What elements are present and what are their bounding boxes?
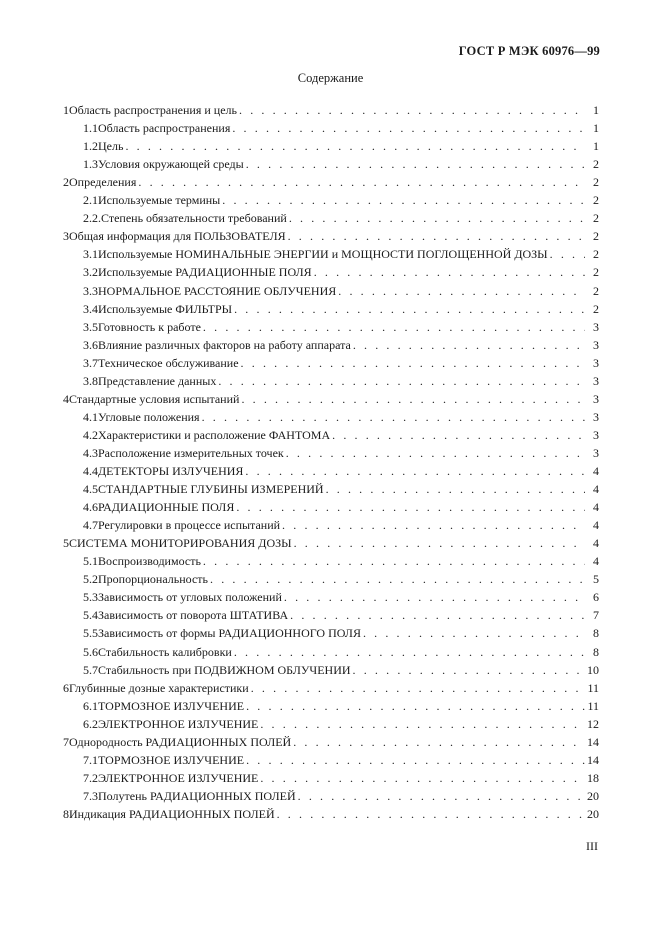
toc-entry-label: СТАНДАРТНЫЕ ГЛУБИНЫ ИЗМЕРЕНИЙ: [98, 482, 324, 497]
toc-entry-number: 4.2: [83, 427, 98, 442]
toc-subsection-entry[interactable]: [83, 263, 599, 281]
toc-entry-label: Используемые РАДИАЦИОННЫЕ ПОЛЯ: [98, 265, 312, 280]
toc-subsection-entry[interactable]: [83, 570, 599, 588]
toc-entry-label: Используемые ФИЛЬТРЫ: [98, 301, 233, 316]
toc-entry-number: 3.5: [83, 319, 98, 334]
dot-leader: [234, 643, 585, 661]
dot-leader: [326, 480, 585, 498]
toc-subsection-entry[interactable]: [83, 300, 599, 318]
toc-entry-number: 1.1: [83, 121, 98, 136]
dot-leader: [236, 498, 585, 516]
toc-entry-label: Расположение измерительных точек: [98, 445, 284, 460]
toc-section-entry[interactable]: [63, 227, 599, 245]
toc-entry-label: Зависимость от формы РАДИАЦИОННОГО ПОЛЯ: [98, 626, 361, 641]
toc-entry-page: 2: [593, 283, 599, 298]
toc-entry-number: 5: [63, 536, 69, 551]
toc-subsection-entry[interactable]: [83, 751, 599, 769]
toc-subsection-entry[interactable]: [83, 643, 599, 661]
document-code-header: ГОСТ Р МЭК 60976—99: [458, 44, 600, 58]
dot-leader: [314, 263, 585, 281]
toc-entry-label: Общая информация для ПОЛЬЗОВАТЕЛЯ: [69, 229, 286, 244]
toc-entry-number: 4.6: [83, 500, 98, 515]
toc-entry-number: 6.2: [83, 716, 98, 731]
toc-entry-page: 3: [593, 319, 599, 334]
page-number: III: [586, 839, 598, 853]
toc-entry-number: 1: [63, 103, 69, 117]
toc-entry-number: 3.2: [83, 265, 98, 280]
dot-leader: [284, 588, 585, 606]
toc-subsection-entry[interactable]: [83, 318, 599, 336]
toc-entry-label: ЭЛЕКТРОННОЕ ИЗЛУЧЕНИЕ: [98, 770, 259, 785]
toc-subsection-entry[interactable]: [83, 462, 599, 480]
toc-entry-page: 20: [587, 806, 599, 821]
toc-subsection-entry[interactable]: [83, 408, 599, 426]
dot-leader: [550, 245, 585, 263]
toc-section-entry[interactable]: [63, 733, 599, 751]
toc-subsection-entry[interactable]: [83, 588, 599, 606]
toc-entry-number: 5.7: [83, 662, 98, 677]
dot-leader: [277, 805, 585, 823]
toc-section-entry[interactable]: [63, 173, 599, 191]
dot-leader: [290, 606, 585, 624]
toc-entry-number: 3.3: [83, 283, 98, 298]
toc-subsection-entry[interactable]: [83, 606, 599, 624]
dot-leader: [210, 570, 585, 588]
toc-subsection-entry[interactable]: [83, 480, 599, 498]
toc-entry-number: 4: [63, 391, 69, 406]
toc-entry-number: 3.4: [83, 301, 98, 316]
dot-leader: [294, 534, 585, 552]
toc-entry-label: РАДИАЦИОННЫЕ ПОЛЯ: [98, 500, 235, 515]
toc-entry-number: 1.2: [83, 139, 98, 154]
toc-entry-number: 3: [63, 229, 69, 244]
toc-entry-label: Угловые положения: [98, 409, 200, 424]
toc-subsection-entry[interactable]: [83, 209, 599, 227]
dot-leader: [239, 101, 585, 119]
dot-leader: [332, 426, 585, 444]
toc-entry-page: 2: [593, 247, 599, 262]
dot-leader: [260, 715, 585, 733]
toc-entry-label: Глубинные дозные характеристики: [69, 680, 249, 695]
dot-leader: [246, 751, 585, 769]
toc-entry-page: 3: [593, 427, 599, 442]
toc-entry-page: 6: [593, 590, 599, 605]
toc-entry-page: 4: [593, 536, 599, 551]
toc-entry-label: ТОРМОЗНОЕ ИЗЛУЧЕНИЕ: [98, 698, 245, 713]
toc-entry-page: 18: [587, 770, 599, 785]
toc-entry-page: 11: [587, 698, 599, 713]
toc-section-entry[interactable]: [63, 805, 599, 823]
toc-entry-label: Регулировки в процессе испытаний: [98, 518, 281, 533]
toc-entry-label: Пропорциональность: [98, 572, 209, 587]
toc-entry-page: 4: [593, 500, 599, 515]
toc-entry-number: 5.5: [83, 626, 98, 641]
toc-entry-label: Зависимость от угловых положений: [98, 590, 282, 605]
toc-entry-number: 8: [63, 806, 69, 821]
toc-subsection-entry[interactable]: [83, 372, 599, 390]
toc-entry-number: 7.2: [83, 770, 98, 785]
toc-entry-page: 5: [593, 572, 599, 587]
toc-entry-number: 3.1: [83, 247, 98, 262]
toc-entry-page: 3: [593, 391, 599, 406]
toc-entry-page: 4: [593, 482, 599, 497]
toc-entry-number: 4.5: [83, 482, 98, 497]
dot-leader: [203, 318, 585, 336]
toc-entry-page: 1: [593, 139, 599, 154]
toc-section-entry[interactable]: [63, 679, 599, 697]
toc-title: Содержание: [297, 71, 364, 85]
toc-entry-page: 2: [593, 265, 599, 280]
toc-subsection-entry[interactable]: [83, 137, 599, 155]
toc-entry-number: 4.7: [83, 518, 98, 533]
toc-subsection-entry[interactable]: [83, 787, 599, 805]
dot-leader: [138, 173, 585, 191]
toc-subsection-entry[interactable]: [83, 769, 599, 787]
toc-entry-page: 4: [593, 554, 599, 569]
toc-entry-label: Однородность РАДИАЦИОННЫХ ПОЛЕЙ: [69, 734, 292, 749]
toc-entry-label: Область распространения: [98, 121, 231, 136]
toc-entry-page: 20: [587, 788, 599, 803]
toc-subsection-entry[interactable]: [83, 354, 599, 372]
toc-entry-number: 5.1: [83, 554, 98, 569]
toc-entry-label: Определения: [69, 175, 137, 190]
toc-entry-label: Индикация РАДИАЦИОННЫХ ПОЛЕЙ: [69, 806, 275, 821]
toc-subsection-entry[interactable]: [83, 624, 599, 642]
dot-leader: [288, 227, 585, 245]
dot-leader: [246, 155, 585, 173]
dot-leader: [245, 462, 585, 480]
toc-entry-number: 2.1: [83, 193, 98, 208]
toc-entry-number: 6: [63, 680, 69, 695]
dot-leader: [353, 661, 585, 679]
toc-subsection-entry[interactable]: [83, 516, 599, 534]
toc-entry-page: 2: [593, 193, 599, 208]
toc-subsection-entry[interactable]: [83, 245, 599, 263]
toc-entry-page: 3: [593, 409, 599, 424]
dot-leader: [289, 209, 585, 227]
toc-entry-page: 3: [593, 337, 599, 352]
toc-subsection-entry[interactable]: [83, 552, 599, 570]
toc-subsection-entry[interactable]: [83, 155, 599, 173]
toc-entry-number: 6.1: [83, 698, 98, 713]
dot-leader: [241, 354, 585, 372]
toc-entry-page: 3: [593, 373, 599, 388]
toc-subsection-entry[interactable]: [83, 498, 599, 516]
toc-entry-label: Представление данных: [98, 373, 217, 388]
dot-leader: [203, 552, 585, 570]
toc-entry-page: 2: [593, 157, 599, 172]
toc-section-entry[interactable]: [63, 534, 599, 552]
toc-subsection-entry[interactable]: [83, 444, 599, 462]
dot-leader: [282, 516, 585, 534]
toc-entry-number: 5.4: [83, 608, 98, 623]
toc-entry-number: 5.2: [83, 572, 98, 587]
dot-leader: [293, 733, 585, 751]
toc-entry-number: 7.3: [83, 788, 98, 803]
toc-entry-label: НОРМАЛЬНОЕ РАССТОЯНИЕ ОБЛУЧЕНИЯ: [98, 283, 337, 298]
toc-entry-number: 2: [63, 175, 69, 190]
toc-entry-page: 11: [587, 680, 599, 695]
toc-entry-label: Используемые НОМИНАЛЬНЫЕ ЭНЕРГИИ и МОЩНОСТИ ПОГЛОЩЕННОЙ ДОЗЫ: [98, 247, 548, 262]
toc-entry-label: Техническое обслуживание: [98, 355, 239, 370]
toc-entry-number: 2.2.: [83, 211, 101, 226]
toc-entry-number: 4.3: [83, 445, 98, 460]
toc-entry-page: 2: [593, 229, 599, 244]
toc-section-entry[interactable]: [63, 101, 599, 119]
toc-subsection-entry[interactable]: [83, 119, 599, 137]
dot-leader: [202, 408, 585, 426]
toc-entry-label: Условия окружающей среды: [98, 157, 244, 172]
toc-entry-label: СИСТЕМА МОНИТОРИРОВАНИЯ ДОЗЫ: [69, 536, 292, 551]
toc-subsection-entry[interactable]: [83, 697, 599, 715]
toc-entry-page: 14: [587, 752, 599, 767]
toc-entry-page: 1: [593, 121, 599, 136]
toc-subsection-entry[interactable]: [83, 426, 599, 444]
toc-entry-number: 5.6: [83, 644, 98, 659]
toc-entry-number: 3.7: [83, 355, 98, 370]
toc-entry-page: 2: [593, 301, 599, 316]
toc-entry-page: 12: [587, 716, 599, 731]
toc-entry-label: Готовность к работе: [98, 319, 201, 334]
dot-leader: [234, 300, 585, 318]
toc-entry-page: 8: [593, 644, 599, 659]
toc-entry-page: 3: [593, 355, 599, 370]
toc-entry-page: 14: [587, 734, 599, 749]
toc-entry-page: 10: [587, 662, 599, 677]
toc-subsection-entry[interactable]: [83, 715, 599, 733]
toc-entry-number: 7.1: [83, 752, 98, 767]
toc-entry-label: Характеристики и расположение ФАНТОМА: [98, 427, 331, 442]
dot-leader: [286, 444, 585, 462]
toc-entry-number: 4.4: [83, 464, 98, 478]
toc-entry-label: Полутень РАДИАЦИОННЫХ ПОЛЕЙ: [98, 788, 296, 803]
dot-leader: [232, 119, 585, 137]
dot-leader: [125, 137, 585, 155]
dot-leader: [298, 787, 585, 805]
toc-subsection-entry[interactable]: [83, 282, 599, 300]
toc-subsection-entry[interactable]: [83, 661, 599, 679]
toc-entry-label: Влияние различных факторов на работу аппарата: [98, 337, 351, 352]
toc-entry-page: 8: [593, 626, 599, 641]
toc-entry-label: Область распространения и цель: [69, 103, 237, 117]
toc-entry-label: Стабильность при ПОДВИЖНОМ ОБЛУЧЕНИИ: [98, 662, 351, 677]
toc-entry-label: Стандартные условия испытаний: [69, 391, 240, 406]
toc-entry-label: Степень обязательности требований: [101, 211, 287, 226]
dot-leader: [353, 336, 585, 354]
toc-entry-page: 7: [593, 608, 599, 623]
toc-entry-number: 3.8: [83, 373, 98, 388]
dot-leader: [241, 390, 585, 408]
toc-entry-label: Воспроизводимость: [98, 554, 201, 569]
toc-entry-page: 3: [593, 445, 599, 460]
dot-leader: [260, 769, 585, 787]
toc-entry-label: ДЕТЕКТОРЫ ИЗЛУЧЕНИЯ: [98, 464, 244, 478]
toc-entry-number: 3.6: [83, 337, 98, 352]
dot-leader: [218, 372, 585, 390]
toc-entry-page: 4: [593, 464, 599, 478]
toc-entry-label: Цель: [98, 139, 124, 154]
toc-entry-label: Стабильность калибровки: [98, 644, 232, 659]
toc-section-entry[interactable]: [63, 390, 599, 408]
toc-entry-label: Используемые термины: [98, 193, 221, 208]
dot-leader: [251, 679, 585, 697]
toc-entry-page: 2: [593, 175, 599, 190]
dot-leader: [246, 697, 585, 715]
toc-entry-number: 5.3: [83, 590, 98, 605]
toc-entry-number: 7: [63, 734, 69, 749]
toc-entry-label: ЭЛЕКТРОННОЕ ИЗЛУЧЕНИЕ: [98, 716, 259, 731]
toc-entry-number: 4.1: [83, 409, 98, 424]
dot-leader: [338, 282, 585, 300]
toc-entry-page: 4: [593, 518, 599, 533]
dot-leader: [222, 191, 585, 209]
toc-entry-label: ТОРМОЗНОЕ ИЗЛУЧЕНИЕ: [98, 752, 245, 767]
dot-leader: [363, 624, 585, 642]
toc-subsection-entry[interactable]: [83, 191, 599, 209]
toc-entry-page: 2: [593, 211, 599, 226]
toc-entry-number: 1.3: [83, 157, 98, 172]
toc-entry-page: 1: [593, 103, 599, 117]
toc-subsection-entry[interactable]: [83, 336, 599, 354]
toc-entry-label: Зависимость от поворота ШТАТИВА: [98, 608, 289, 623]
